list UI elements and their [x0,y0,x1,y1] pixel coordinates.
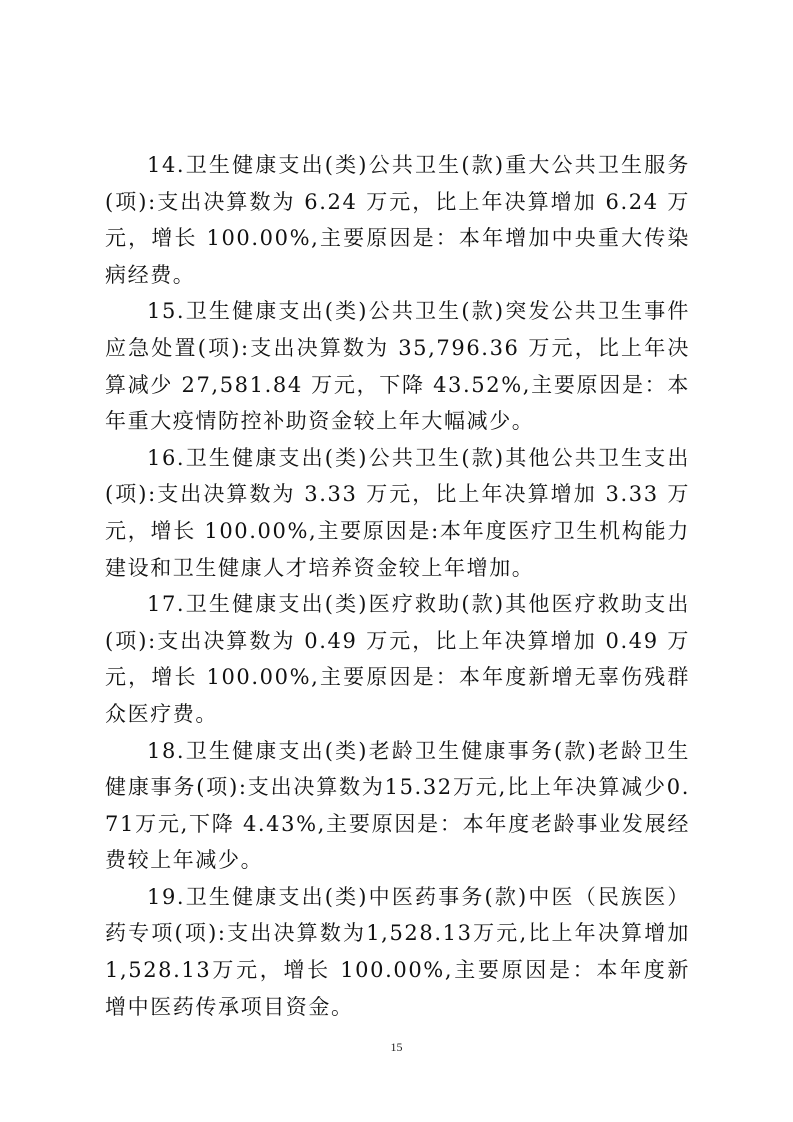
paragraph-item-15: 15.卫生健康支出(类)公共卫生(款)突发公共卫生事件应急处置(项):支出决算数为 35,796.36 万元，比上年决算减少 27,581.84 万元，下降 43.52%,主要原因是：本年重大疫情防控补助资金较上年大幅减少。 [105,299,690,434]
paragraph-item-18: 18.卫生健康支出(类)老龄卫生健康事务(款)老龄卫生健康事务(项):支出决算数为15.32万元,比上年决算减少0.71万元,下降 4.43%,主要原因是：本年度老龄事业发展经费较上年减少。 [105,738,690,873]
paragraph-item-14: 14.卫生健康支出(类)公共卫生(款)重大公共卫生服务(项):支出决算数为 6.24 万元，比上年决算增加 6.24 万元，增长 100.00%,主要原因是：本年增加中央重大传染病经费。 [105,153,690,287]
paragraph-item-19: 19.卫生健康支出(类)中医药事务(款)中医（民族医）药专项(项):支出决算数为1,528.13万元,比上年决算增加1,528.13万元，增长 100.00%,主要原因是：本年度新增中医药传承项目资金。 [105,884,690,1019]
body-text [105,147,690,1025]
paragraph-item-16: 16.卫生健康支出(类)公共卫生(款)其他公共卫生支出(项):支出决算数为 3.33 万元，比上年决算增加 3.33 万元，增长 100.00%,主要原因是:本年度医疗卫生机构能力建设和卫生健康人才培养资金较上年增加。 [105,445,690,580]
page-number: 15 [390,1040,403,1054]
paragraph-item-17: 17.卫生健康支出(类)医疗救助(款)其他医疗救助支出(项):支出决算数为 0.49 万元，比上年决算增加 0.49 万元，增长 100.00%,主要原因是：本年度新增无辜伤残群众医疗费。 [105,592,690,726]
